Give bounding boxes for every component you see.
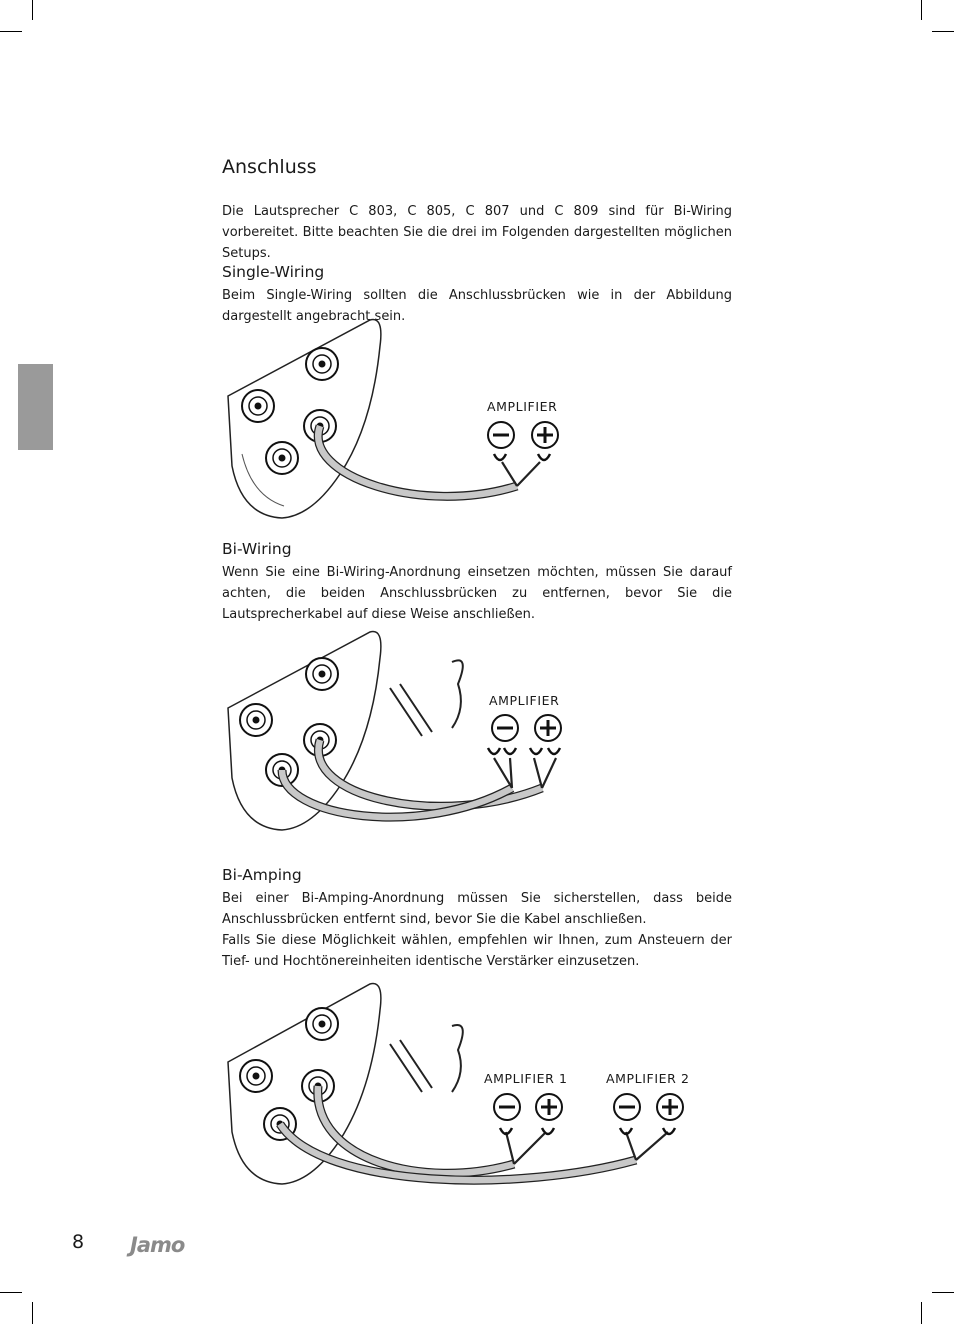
- removed-bridge-icon: [452, 660, 463, 728]
- spade-connector-icon: [500, 1128, 675, 1134]
- terminal-post-icon: [306, 1008, 338, 1040]
- single-wiring-diagram: [222, 316, 582, 526]
- section-heading-bi-wiring: Bi-Wiring: [222, 540, 292, 558]
- section-text-bi-amping: Bei einer Bi-Amping-Anordnung müssen Sie sicherstellen, dass beide Anschlussbrücken entfernt sind, bevor Sie die Kabel anschließen.: [222, 891, 732, 927]
- crop-mark: [932, 31, 954, 32]
- spade-connector-icon: [488, 748, 560, 754]
- section-heading-single-wiring: Single-Wiring: [222, 263, 325, 281]
- page-title: Anschluss: [222, 156, 317, 178]
- crop-mark: [932, 1292, 954, 1293]
- minus-terminal-icon: [614, 1094, 640, 1120]
- removed-bridge-icon: [390, 1040, 432, 1092]
- section-text-bi-wiring: Wenn Sie eine Bi-Wiring-Anordnung einsetzen möchten, müssen Sie darauf achten, die beiden Anschlussbrücken zu entfernen, bevor Sie die Lautsprecherkabel auf diese Weise anschließen.: [222, 565, 732, 622]
- page-number: 8: [72, 1231, 85, 1253]
- terminal-post-icon: [266, 442, 298, 474]
- section-text-bi-amping-2: Falls Sie diese Möglichkeit wählen, empfehlen wir Ihnen, zum Ansteuern der Tief- und Hochtönereinheiten identische Verstärker einzusetzen.: [222, 933, 732, 969]
- terminal-post-icon: [240, 704, 272, 736]
- crop-mark: [0, 1292, 22, 1293]
- crop-mark: [32, 0, 33, 20]
- crop-mark: [921, 1302, 922, 1324]
- plus-terminal-icon: [532, 422, 558, 448]
- terminal-post-icon: [242, 390, 274, 422]
- brand-logo: Jamo: [130, 1233, 185, 1257]
- terminal-post-icon: [306, 348, 338, 380]
- amplifier-label: AMPLIFIER: [489, 693, 560, 708]
- section-text-single-wiring: Beim Single-Wiring sollten die Anschlussbrücken wie in der Abbildung dargestellt angebracht sein.: [222, 288, 732, 324]
- minus-terminal-icon: [494, 1094, 520, 1120]
- amplifier-label: AMPLIFIER: [487, 399, 558, 414]
- minus-terminal-icon: [488, 422, 514, 448]
- crop-mark: [921, 0, 922, 20]
- bi-wiring-diagram: [222, 628, 582, 840]
- crop-mark: [32, 1302, 33, 1324]
- minus-terminal-icon: [492, 715, 518, 741]
- intro-paragraph: Die Lautsprecher C 803, C 805, C 807 und C 809 sind für Bi-Wiring vorbereitet. Bitte beachten Sie die drei im Folgenden dargestellten möglichen Setups.: [222, 204, 732, 261]
- plus-terminal-icon: [536, 1094, 562, 1120]
- plus-terminal-icon: [657, 1094, 683, 1120]
- amplifier-2-label: AMPLIFIER 2: [606, 1071, 690, 1086]
- terminal-post-icon: [306, 658, 338, 690]
- plus-terminal-icon: [535, 715, 561, 741]
- spade-connector-icon: [494, 454, 550, 460]
- crop-mark: [0, 31, 22, 32]
- removed-bridge-icon: [390, 684, 432, 736]
- bi-amping-diagram: [222, 980, 702, 1202]
- removed-bridge-icon: [452, 1025, 463, 1092]
- language-tab-marker: [18, 364, 53, 450]
- section-heading-bi-amping: Bi-Amping: [222, 866, 302, 884]
- terminal-post-icon: [240, 1060, 272, 1092]
- amplifier-1-label: AMPLIFIER 1: [484, 1071, 568, 1086]
